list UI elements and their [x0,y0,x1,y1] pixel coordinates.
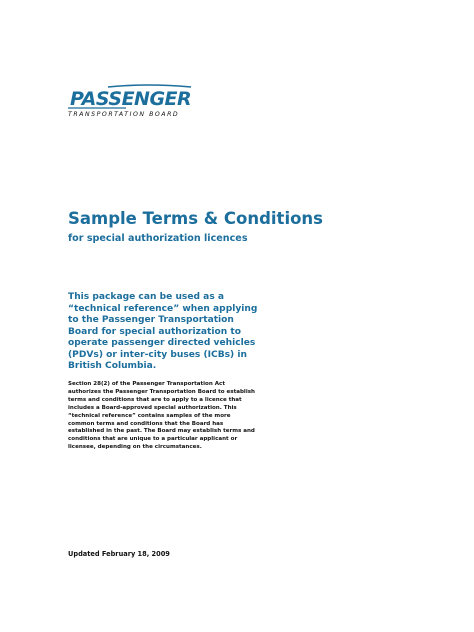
passenger-wordmark-logo [68,84,192,110]
logo-subtitle: TRANSPORTATION BOARD [68,111,180,118]
document-subtitle: for special authorization licences [68,233,248,244]
document-title: Sample Terms & Conditions [68,209,324,228]
intro-paragraph: This package can be used as a “technical reference” when applying to the Passenger Transportation Board for special authorization to operate passenger directed vehicles (PDVs) or inter-city buses (ICBs) in British Columbia. [68,292,258,371]
passenger-transportation-board-logo [68,84,192,124]
logo-wordmark-text: PASSENGER [70,88,192,110]
updated-date: Updated February 18, 2009 [68,550,170,558]
body-paragraph: Section 28(2) of the Passenger Transportation Act authorizes the Passenger Transportation Board to establish terms and conditions that are to apply to a licence that includes a Board-approved special authorization. This “technical reference” contains samples of the more common terms and conditions that the Board has established in the past. The Board may establish terms and conditions that are unique to a particular applicant or licensee, depending on the circumstances. [68,381,255,451]
